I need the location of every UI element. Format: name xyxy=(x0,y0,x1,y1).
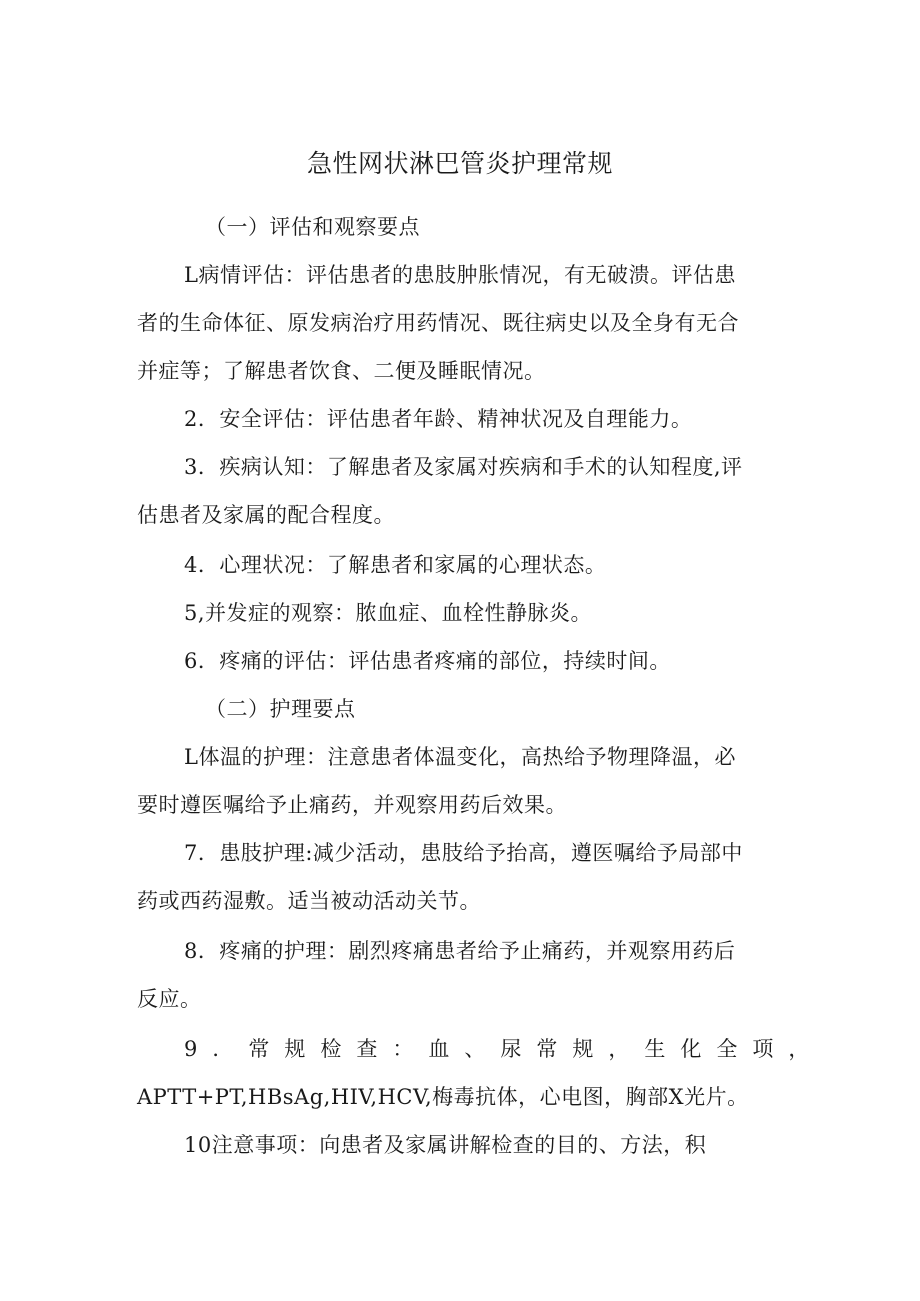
paragraph-line: APTT+PT,HBsAg,HIV,HCV,梅毒抗体，心电图，胸部X光片。 xyxy=(137,1085,749,1109)
paragraph-line: 药或西药湿敷。适当被动活动关节。 xyxy=(137,889,481,913)
document-title: 急性网状淋巴管炎护理常规 xyxy=(306,149,613,178)
section-heading-nursing: （二）护理要点 xyxy=(205,697,356,721)
paragraph-line: 并症等；了解患者饮食、二便及睡眠情况。 xyxy=(137,359,546,383)
paragraph-line: 6．疼痛的评估：评估患者疼痛的部位，持续时间。 xyxy=(184,649,671,673)
paragraph-line: L体温的护理：注意患者体温变化，高热给予物理降温，必 xyxy=(184,745,736,769)
paragraph-line: 10注意事项：向患者及家属讲解检查的目的、方法，积 xyxy=(184,1133,707,1157)
paragraph-line: 估患者及家属的配合程度。 xyxy=(137,503,395,527)
paragraph-line: 3．疾病认知：了解患者及家属对疾病和手术的认知程度,评 xyxy=(184,455,743,479)
paragraph-line: 9．常规检查：血、尿常规，生化全项， xyxy=(184,1037,825,1061)
paragraph-line: 要时遵医嘱给予止痛药，并观察用药后效果。 xyxy=(137,793,567,817)
paragraph-line: 5,并发症的观察：脓血症、血栓性静脉炎。 xyxy=(184,601,593,625)
paragraph-line: L病情评估：评估患者的患肢肿胀情况，有无破溃。评估患 xyxy=(184,263,736,287)
paragraph-line: 反应。 xyxy=(137,987,202,1011)
paragraph-line: 7．患肢护理:减少活动，患肢给予抬高，遵医嘱给予局部中 xyxy=(184,841,743,865)
paragraph-line: 者的生命体征、原发病治疗用药情况、既往病史以及全身有无合 xyxy=(137,311,739,335)
paragraph-line: 2．安全评估：评估患者年龄、精神状况及自理能力。 xyxy=(184,407,693,431)
paragraph-line: 4．心理状况：了解患者和家属的心理状态。 xyxy=(184,553,607,577)
paragraph-line: 8．疼痛的护理：剧烈疼痛患者给予止痛药，并观察用药后 xyxy=(184,939,736,963)
section-heading-assessment: （一）评估和观察要点 xyxy=(205,215,420,239)
